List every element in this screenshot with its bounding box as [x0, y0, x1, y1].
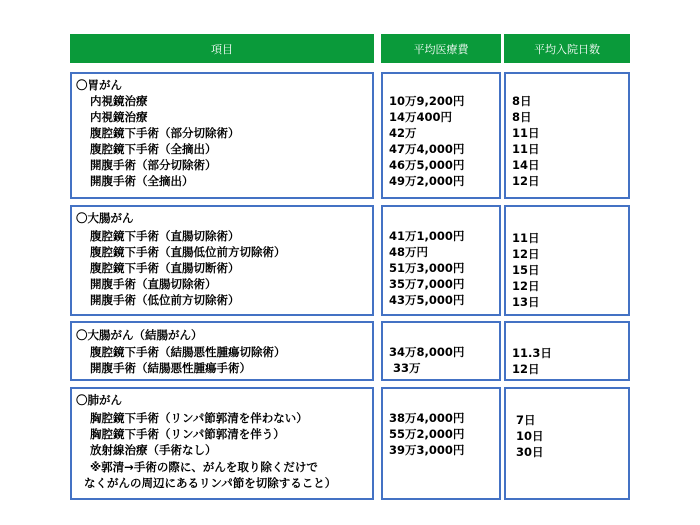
list-item: 腹腔鏡下手術（直腸低位前方切除術） — [90, 245, 286, 260]
footnote-line: ※郭清→手術の際に、がんを取り除くだけで — [90, 460, 318, 474]
list-item: 放射線治療（手術なし） — [90, 443, 217, 458]
days-value: 13日 — [512, 295, 540, 310]
lung-notes — [84, 459, 336, 491]
colorectal-costs — [389, 228, 464, 308]
cost-value: 47万4,000円 — [389, 142, 465, 157]
cost-value: 43万5,000円 — [389, 293, 465, 308]
header-item — [70, 34, 374, 63]
list-item: 内視鏡治療 — [90, 110, 148, 125]
days-value: 11日 — [512, 142, 540, 157]
days-value: 12日 — [512, 247, 540, 262]
footnote-line: なくがんの周辺にあるリンパ節を切除すること） — [84, 476, 337, 491]
list-item: 内視鏡治療 — [90, 94, 148, 108]
days-value: 30日 — [516, 445, 544, 460]
cost-value: 14万400円 — [389, 110, 453, 125]
list-item: 開腹手術（直腸切除術） — [90, 277, 217, 292]
days-value: 8日 — [512, 110, 532, 125]
list-item: 腹腔鏡下手術（直腸切断術） — [90, 261, 240, 276]
days-value: 12日 — [512, 174, 540, 189]
days-value: 12日 — [512, 362, 540, 377]
list-item: 開腹手術（部分切除術） — [90, 158, 217, 173]
lung-costs — [389, 410, 464, 458]
section-title-stomach: 〇胃がん — [76, 78, 122, 92]
days-value: 7日 — [516, 413, 536, 427]
days-value: 12日 — [512, 279, 540, 294]
cost-value: 48万円 — [389, 245, 429, 260]
days-value: 15日 — [512, 263, 540, 278]
list-item: 開腹手術（全摘出） — [90, 174, 194, 189]
cost-value: 38万4,000円 — [389, 411, 465, 425]
list-item: 胸腔鏡下手術（リンパ節郭清を伴う） — [90, 427, 285, 442]
colon-items — [90, 344, 286, 376]
cost-value: 39万3,000円 — [389, 443, 465, 458]
list-item: 腹腔鏡下手術（部分切除術） — [90, 126, 240, 141]
days-value: 11.3日 — [512, 346, 552, 360]
list-item: 開腹手術（結腸悪性腫瘍手術） — [90, 361, 251, 376]
days-value: 14日 — [512, 158, 540, 173]
cost-value: 35万7,000円 — [389, 277, 465, 292]
cost-value: 55万2,000円 — [389, 427, 465, 442]
days-value: 10日 — [516, 429, 544, 444]
cost-value: 46万5,000円 — [389, 158, 465, 173]
list-item: 腹腔鏡下手術（全摘出） — [90, 142, 217, 157]
list-item: 胸腔鏡下手術（リンパ節郭清を伴わない） — [90, 411, 308, 425]
days-value: 11日 — [512, 231, 540, 245]
section-title-colorectal: 〇大腸がん — [76, 211, 134, 225]
header-days — [504, 34, 630, 63]
header-days-label: 平均入院日数 — [534, 42, 600, 56]
cost-value: 42万 — [389, 126, 417, 141]
stomach-days — [512, 93, 540, 190]
lung-items — [90, 410, 308, 458]
list-item: 腹腔鏡下手術（結腸悪性腫瘍切除術） — [90, 345, 286, 359]
cost-value: 41万1,000円 — [389, 229, 465, 243]
cost-value: 51万3,000円 — [389, 261, 465, 276]
lung-days — [516, 412, 544, 460]
header-cost-label: 平均医療費 — [413, 42, 469, 56]
list-item: 開腹手術（低位前方切除術） — [90, 293, 240, 308]
section-title-colon: 〇大腸がん（結腸がん） — [76, 328, 203, 342]
days-value: 11日 — [512, 126, 540, 141]
cost-value: 34万8,000円 — [389, 345, 465, 359]
colon-costs — [389, 344, 464, 376]
days-value: 8日 — [512, 94, 532, 108]
colon-days — [512, 345, 552, 377]
colorectal-days — [512, 230, 540, 310]
cost-value: 49万2,000円 — [389, 174, 465, 189]
cost-value: 10万9,200円 — [389, 94, 465, 108]
stomach-items — [90, 93, 240, 190]
header-item-label: 項目 — [211, 42, 233, 56]
colorectal-items — [90, 228, 286, 308]
cost-value: 33万 — [393, 361, 421, 376]
header-cost — [381, 34, 501, 63]
list-item: 腹腔鏡下手術（直腸切除術） — [90, 229, 240, 243]
stomach-costs — [389, 93, 464, 190]
section-title-lung: 〇肺がん — [76, 393, 122, 407]
